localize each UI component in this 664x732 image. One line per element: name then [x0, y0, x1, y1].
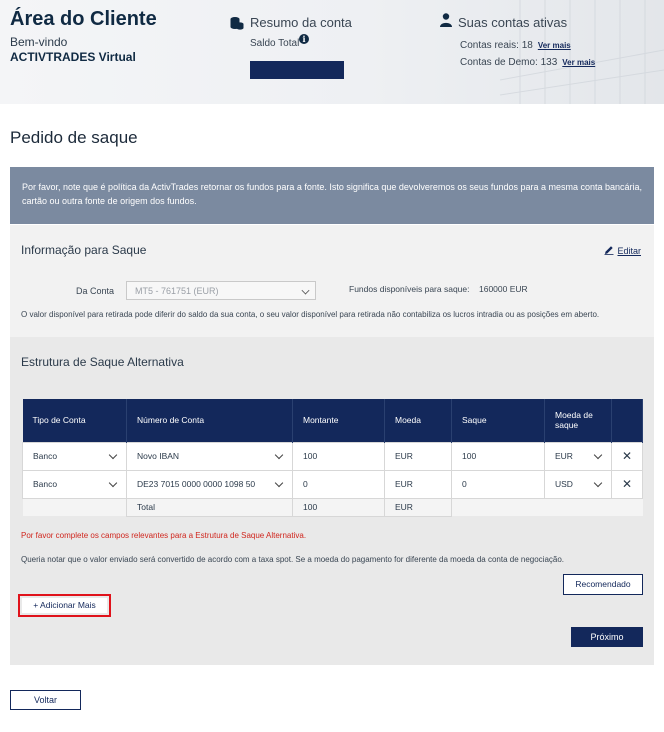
total-balance-label: Saldo Total	[250, 38, 300, 49]
real-accounts-see-more-link[interactable]: Ver mais	[537, 41, 571, 50]
account-number-value: DE23 7015 0000 0000 1098 50	[137, 479, 256, 489]
currency-cell: EUR	[385, 442, 452, 470]
real-accounts-text: Contas reais: 18	[460, 40, 533, 51]
from-account-select[interactable]	[126, 281, 316, 300]
alternative-structure-title: Estrutura de Saque Alternativa	[21, 355, 184, 369]
table-row	[23, 470, 643, 498]
chevron-down-icon	[302, 287, 310, 295]
total-spacer	[452, 498, 545, 516]
coins-icon	[230, 16, 244, 30]
edit-label: Editar	[617, 246, 641, 256]
withdrawal-structure-table	[22, 399, 643, 517]
total-spacer	[612, 498, 643, 516]
total-spacer	[545, 498, 612, 516]
column-header-withdrawal: Saque	[452, 399, 545, 442]
validation-error-message: Por favor complete os campos relevantes para a Estrutura de Saque Alternativa.	[21, 531, 307, 540]
account-type-value: Banco	[33, 479, 58, 489]
amount-input[interactable]: 0	[293, 470, 385, 498]
remove-row-icon[interactable]: ✕	[612, 442, 643, 470]
remove-row-icon[interactable]: ✕	[612, 470, 643, 498]
page-title: Pedido de saque	[10, 128, 138, 147]
total-amount: 100	[293, 498, 385, 516]
total-currency: EUR	[385, 498, 452, 516]
column-header-amount: Montante	[293, 399, 385, 442]
account-name: ACTIVTRADES Virtual	[10, 50, 136, 64]
header-banner	[0, 0, 664, 104]
total-label: Total	[127, 498, 293, 516]
table-row	[23, 442, 643, 470]
add-more-button[interactable]: + Adicionar Mais	[22, 598, 107, 613]
from-account-value: MT5 - 761751 (EUR)	[135, 286, 219, 296]
withdrawal-panel	[10, 225, 654, 665]
refund-policy-notice: Por favor, note que é política da ActivTrades retornar os fundos para a fonte. Isto significa que devolveremos os seus fundos para a mesma conta bancária, cartão ou outra fonte de origem dos fundos.	[10, 167, 654, 224]
page-header-title: Área do Cliente	[10, 8, 157, 30]
welcome-text: Bem-vindo	[10, 35, 68, 49]
account-summary-title: Resumo da conta	[250, 15, 352, 30]
account-number-select[interactable]	[127, 442, 293, 470]
user-icon	[440, 13, 452, 27]
info-icon[interactable]: i	[299, 34, 309, 44]
available-funds-label: Fundos disponíveis para saque:	[349, 284, 470, 294]
total-spacer	[23, 498, 127, 516]
demo-accounts-count	[460, 57, 595, 68]
withdrawal-input[interactable]: 0	[452, 470, 545, 498]
currency-cell: EUR	[385, 470, 452, 498]
next-button[interactable]: Próximo	[571, 627, 643, 647]
account-number-value: Novo IBAN	[137, 451, 180, 461]
withdrawal-currency-value: EUR	[555, 451, 573, 461]
chevron-down-icon	[109, 478, 117, 486]
account-number-select[interactable]	[127, 470, 293, 498]
chevron-down-icon	[275, 450, 283, 458]
withdrawal-info-section	[10, 225, 654, 337]
chevron-down-icon	[109, 450, 117, 458]
available-funds-value: 160000 EUR	[479, 284, 528, 294]
from-account-label: Da Conta	[76, 286, 115, 296]
add-more-highlight	[18, 594, 111, 617]
withdrawal-currency-value: USD	[555, 479, 573, 489]
column-header-account-number: Número de Conta	[127, 399, 293, 442]
account-type-select[interactable]	[23, 470, 127, 498]
real-accounts-count	[460, 40, 571, 51]
account-type-select[interactable]	[23, 442, 127, 470]
column-header-remove	[612, 399, 643, 442]
column-header-withdrawal-currency: Moeda de saque	[545, 399, 612, 442]
withdrawal-currency-select[interactable]	[545, 442, 612, 470]
amount-input[interactable]: 100	[293, 442, 385, 470]
active-accounts-title: Suas contas ativas	[458, 15, 568, 30]
edit-button[interactable]	[604, 245, 641, 256]
chevron-down-icon	[275, 478, 283, 486]
withdrawal-currency-select[interactable]	[545, 470, 612, 498]
pencil-icon	[604, 245, 614, 255]
chevron-down-icon	[594, 478, 602, 486]
account-type-value: Banco	[33, 451, 58, 461]
total-row	[23, 498, 643, 516]
withdrawal-info-title: Informação para Saque	[21, 243, 147, 257]
back-button[interactable]: Voltar	[10, 690, 81, 710]
total-balance-value-hidden	[250, 61, 344, 79]
withdrawal-input[interactable]: 100	[452, 442, 545, 470]
demo-accounts-see-more-link[interactable]: Ver mais	[562, 58, 596, 67]
conversion-note: Queria notar que o valor enviado será convertido de acordo com a taxa spot. Se a moeda do pagamento for diferente da moeda da conta de negociação.	[21, 555, 565, 564]
available-funds-note: O valor disponível para retirada pode diferir do saldo da sua conta, o seu valor disponível para retirada não contabiliza os lucros intradia ou as posições em aberto.	[21, 310, 600, 319]
recommended-button[interactable]: Recomendado	[563, 574, 643, 595]
column-header-account-type: Tipo de Conta	[23, 399, 127, 442]
chevron-down-icon	[594, 450, 602, 458]
demo-accounts-text: Contas de Demo: 133	[460, 57, 558, 68]
table-header-row	[23, 399, 643, 442]
column-header-currency: Moeda	[385, 399, 452, 442]
